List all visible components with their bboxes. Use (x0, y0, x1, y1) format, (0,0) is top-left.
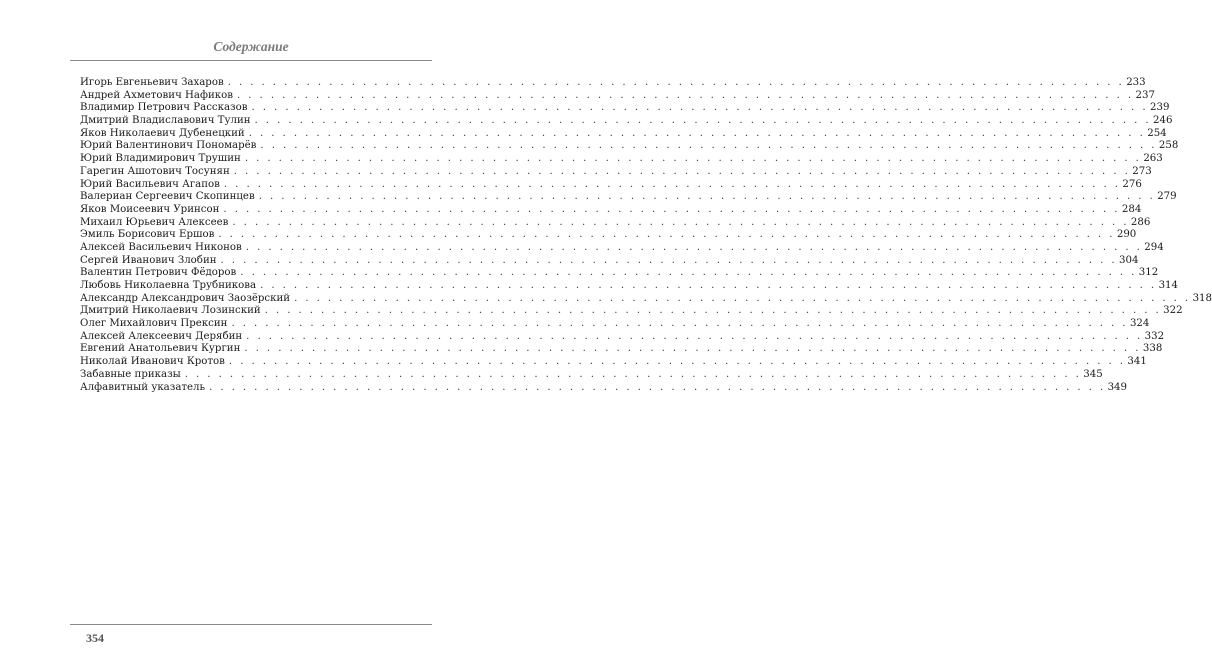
toc-entry-page: 246 (1153, 115, 1173, 127)
toc-leader-dots: . . . . . . . . . . . . . . . . . . . . . . . . . . . . . . . . . . . . . . . . . . . . . . . . . . . . . . . . . . . . . . . . . . . . . . . . . . . . . . . . (184, 368, 1082, 380)
toc-leader-dots: . . . . . . . . . . . . . . . . . . . . . . . . . . . . . . . . . . . . . . . . . . . . . . . . . . . . . . . . . . . . . . . . . . . . . . . . . . . . . . . . (223, 203, 1120, 215)
page-number: 354 (86, 631, 104, 645)
toc-entry-page: 276 (1122, 178, 1142, 190)
toc-entry-title: Алексей Васильевич Никонов (80, 241, 242, 253)
toc-entry (80, 381, 1128, 395)
toc-entry (80, 241, 1164, 255)
toc-entry-title: Юрий Васильевич Агапов (80, 178, 220, 190)
toc-leader-dots: . . . . . . . . . . . . . . . . . . . . . . . . . . . . . . . . . . . . . . . . . . . . . . . . . . . . . . . . . . . . . . . . . . . . . . . . . . . . . . . . (245, 241, 1143, 253)
toc-entry (80, 77, 1146, 90)
toc-entry-page: 312 (1138, 267, 1159, 279)
toc-entry (80, 115, 1173, 128)
toc-leader-dots: . . . . . . . . . . . . . . . . . . . . . . . . . . . . . . . . . . . . . . . . . . . . . . . . . . . . . . . . . . . . . . . . . . . . . . . . . . . . . . . . (237, 89, 1134, 101)
toc-entry-title: Андрей Ахметович Нафиков (80, 89, 233, 101)
toc-entry-title: Николай Иванович Кротов (80, 356, 225, 368)
toc-entry-title: Валентин Петрович Фёдоров (80, 267, 237, 279)
toc-entry (80, 89, 1155, 103)
toc-entry-title: Алфавитный указатель (80, 381, 206, 393)
toc-entry (80, 280, 1179, 293)
toc-leader-dots: . . . . . . . . . . . . . . . . . . . . . . . . . . . . . . . . . . . . . . . . . . . . . . . . . . . . . . . . . . . . . . . . . . . . . . . . . . . . . . . . (240, 267, 1137, 279)
toc-leader-dots: . . . . . . . . . . . . . . . . . . . . . . . . . . . . . . . . . . . . . . . . . . . . . . . . . . . . . . . . . . . . . . . . . . . . . . . . . . . . . . . . (260, 280, 1157, 291)
toc-entry-title: Алексей Алексеевич Дерябин (80, 330, 243, 342)
toc-entry (80, 165, 1152, 179)
toc-leader-dots: . . . . . . . . . . . . . . . . . . . . . . . . . . . . . . . . . . . . . . . . . . . . . . . . . . . . . . . . . . . . . . . . . . . . . . . . . . . . . . . . (220, 254, 1118, 266)
toc-entry (80, 343, 1163, 356)
toc-entry (80, 330, 1165, 344)
toc-entry-page: 345 (1083, 368, 1103, 380)
toc-entry (80, 127, 1167, 141)
toc-entry-title: Дмитрий Николаевич Лозинский (80, 305, 261, 317)
toc-entry-page: 324 (1129, 318, 1150, 330)
toc-entry (80, 140, 1179, 153)
toc-leader-dots: . . . . . . . . . . . . . . . . . . . . . . . . . . . . . . . . . . . . . . . . . . . . . . . . . . . . . . . . . . . . . . . . . . . . . . . . . . . . . . . . (294, 292, 1191, 304)
header-rule (70, 60, 432, 61)
toc-entry-page: 304 (1119, 254, 1139, 266)
toc-leader-dots: . . . . . . . . . . . . . . . . . . . . . . . . . . . . . . . . . . . . . . . . . . . . . . . . . . . . . . . . . . . . . . . . . . . . . . . . . . . . . . . . (248, 127, 1146, 139)
toc-entry-title: Сергей Иванович Злобин (80, 254, 217, 266)
toc-entry-page: 279 (1157, 191, 1177, 203)
toc-entry-page: 263 (1143, 153, 1163, 165)
toc-entry-page: 290 (1116, 229, 1137, 241)
page-header (70, 36, 432, 56)
toc-leader-dots: . . . . . . . . . . . . . . . . . . . . . . . . . . . . . . . . . . . . . . . . . . . . . . . . . . . . . . . . . . . . . . . . . . . . . . . . . . . . . . . . (260, 140, 1157, 152)
toc-entry (80, 368, 1103, 382)
toc-entry-page: 349 (1107, 381, 1128, 393)
toc-entry (80, 153, 1163, 166)
toc-entry-page: 314 (1158, 280, 1179, 291)
toc-entry-page: 273 (1132, 165, 1152, 177)
toc-entry-title: Дмитрий Владиславович Тулин (80, 115, 251, 127)
toc-entry-title: Михаил Юрьевич Алексеев (80, 216, 229, 228)
footer-rule (70, 624, 432, 625)
toc-entry-title: Эмиль Борисович Ершов (80, 229, 215, 241)
toc-entry (80, 292, 1212, 306)
toc-entry-page: 322 (1163, 305, 1183, 317)
toc-entry-title: Забавные приказы (80, 368, 181, 380)
toc-entry (80, 356, 1147, 369)
toc-leader-dots: . . . . . . . . . . . . . . . . . . . . . . . . . . . . . . . . . . . . . . . . . . . . . . . . . . . . . . . . . . . . . . . . . . . . . . . . . . . . . . . . (227, 77, 1125, 88)
toc-leader-dots: . . . . . . . . . . . . . . . . . . . . . . . . . . . . . . . . . . . . . . . . . . . . . . . . . . . . . . . . . . . . . . . . . . . . . . . . . . . . . . . . (254, 115, 1152, 127)
toc-entry-title: Игорь Евгеньевич Захаров (80, 77, 224, 88)
toc-entry-title: Олег Михайлович Прексин (80, 318, 228, 330)
toc-leader-dots: . . . . . . . . . . . . . . . . . . . . . . . . . . . . . . . . . . . . . . . . . . . . . . . . . . . . . . . . . . . . . . . . . . . . . . . . . . . . . . . . (244, 343, 1141, 355)
toc-leader-dots: . . . . . . . . . . . . . . . . . . . . . . . . . . . . . . . . . . . . . . . . . . . . . . . . . . . . . . . . . . . . . . . . . . . . . . . . . . . . . . . . (228, 356, 1126, 368)
toc-entry-page: 233 (1126, 77, 1146, 88)
toc-entry-page: 237 (1135, 89, 1155, 101)
toc-entry-page: 284 (1121, 203, 1142, 215)
toc-entry-title: Александр Александрович Заозёрский (80, 292, 291, 304)
toc-leader-dots: . . . . . . . . . . . . . . . . . . . . . . . . . . . . . . . . . . . . . . . . . . . . . . . . . . . . . . . . . . . . . . . . . . . . . . . . . . . . . . . . (209, 381, 1106, 393)
toc-entry-page: 318 (1192, 292, 1212, 304)
toc-leader-dots: . . . . . . . . . . . . . . . . . . . . . . . . . . . . . . . . . . . . . . . . . . . . . . . . . . . . . . . . . . . . . . . . . . . . . . . . . . . . . . . . (244, 153, 1142, 165)
toc-entry (80, 203, 1142, 217)
toc-entry-page: 258 (1158, 140, 1179, 152)
toc-entry-title: Юрий Валентинович Пономарёв (80, 140, 257, 152)
toc-entry (80, 191, 1177, 204)
toc-entry (80, 318, 1150, 331)
toc-entry (80, 254, 1139, 268)
toc-entry-title: Яков Николаевич Дубенецкий (80, 127, 245, 139)
toc-entry-title: Юрий Владимирович Трушин (80, 153, 241, 165)
toc-leader-dots: . . . . . . . . . . . . . . . . . . . . . . . . . . . . . . . . . . . . . . . . . . . . . . . . . . . . . . . . . . . . . . . . . . . . . . . . . . . . . . . . (258, 191, 1156, 203)
toc-entry (80, 178, 1142, 192)
toc-leader-dots: . . . . . . . . . . . . . . . . . . . . . . . . . . . . . . . . . . . . . . . . . . . . . . . . . . . . . . . . . . . . . . . . . . . . . . . . . . . . . . . . (223, 178, 1121, 190)
toc-entry-page: 286 (1130, 216, 1151, 228)
toc-leader-dots: . . . . . . . . . . . . . . . . . . . . . . . . . . . . . . . . . . . . . . . . . . . . . . . . . . . . . . . . . . . . . . . . . . . . . . . . . . . . . . . . (231, 318, 1128, 330)
toc-entry (80, 305, 1183, 318)
toc-entry-page: 254 (1147, 127, 1167, 139)
running-head-title: Содержание (213, 39, 289, 54)
toc-entry (80, 216, 1151, 230)
toc-entry (80, 102, 1170, 115)
toc-entry-title: Владимир Петрович Рассказов (80, 102, 248, 114)
toc-leader-dots: . . . . . . . . . . . . . . . . . . . . . . . . . . . . . . . . . . . . . . . . . . . . . . . . . . . . . . . . . . . . . . . . . . . . . . . . . . . . . . . . (232, 216, 1129, 228)
toc-entry-title: Валериан Сергеевич Скопинцев (80, 191, 255, 203)
table-of-contents (80, 77, 1212, 394)
toc-entry (80, 267, 1159, 280)
toc-entry-page: 338 (1142, 343, 1163, 355)
toc-entry-page: 332 (1144, 330, 1165, 342)
toc-leader-dots: . . . . . . . . . . . . . . . . . . . . . . . . . . . . . . . . . . . . . . . . . . . . . . . . . . . . . . . . . . . . . . . . . . . . . . . . . . . . . . . . (264, 305, 1162, 317)
toc-entry-title: Гарегин Ашотович Тосунян (80, 165, 230, 177)
toc-entry-page: 239 (1149, 102, 1170, 114)
toc-leader-dots: . . . . . . . . . . . . . . . . . . . . . . . . . . . . . . . . . . . . . . . . . . . . . . . . . . . . . . . . . . . . . . . . . . . . . . . . . . . . . . . . (251, 102, 1148, 114)
toc-entry-title: Яков Моисеевич Уринсон (80, 203, 220, 215)
toc-entry (80, 229, 1137, 242)
toc-leader-dots: . . . . . . . . . . . . . . . . . . . . . . . . . . . . . . . . . . . . . . . . . . . . . . . . . . . . . . . . . . . . . . . . . . . . . . . . . . . . . . . . (218, 229, 1115, 241)
toc-entry-page: 294 (1144, 241, 1164, 253)
toc-entry-page: 341 (1127, 356, 1147, 368)
toc-entry-title: Любовь Николаевна Трубникова (80, 280, 257, 291)
toc-leader-dots: . . . . . . . . . . . . . . . . . . . . . . . . . . . . . . . . . . . . . . . . . . . . . . . . . . . . . . . . . . . . . . . . . . . . . . . . . . . . . . . . (246, 330, 1143, 342)
toc-leader-dots: . . . . . . . . . . . . . . . . . . . . . . . . . . . . . . . . . . . . . . . . . . . . . . . . . . . . . . . . . . . . . . . . . . . . . . . . . . . . . . . . (233, 165, 1131, 177)
toc-entry-title: Евгений Анатольевич Кургин (80, 343, 241, 355)
